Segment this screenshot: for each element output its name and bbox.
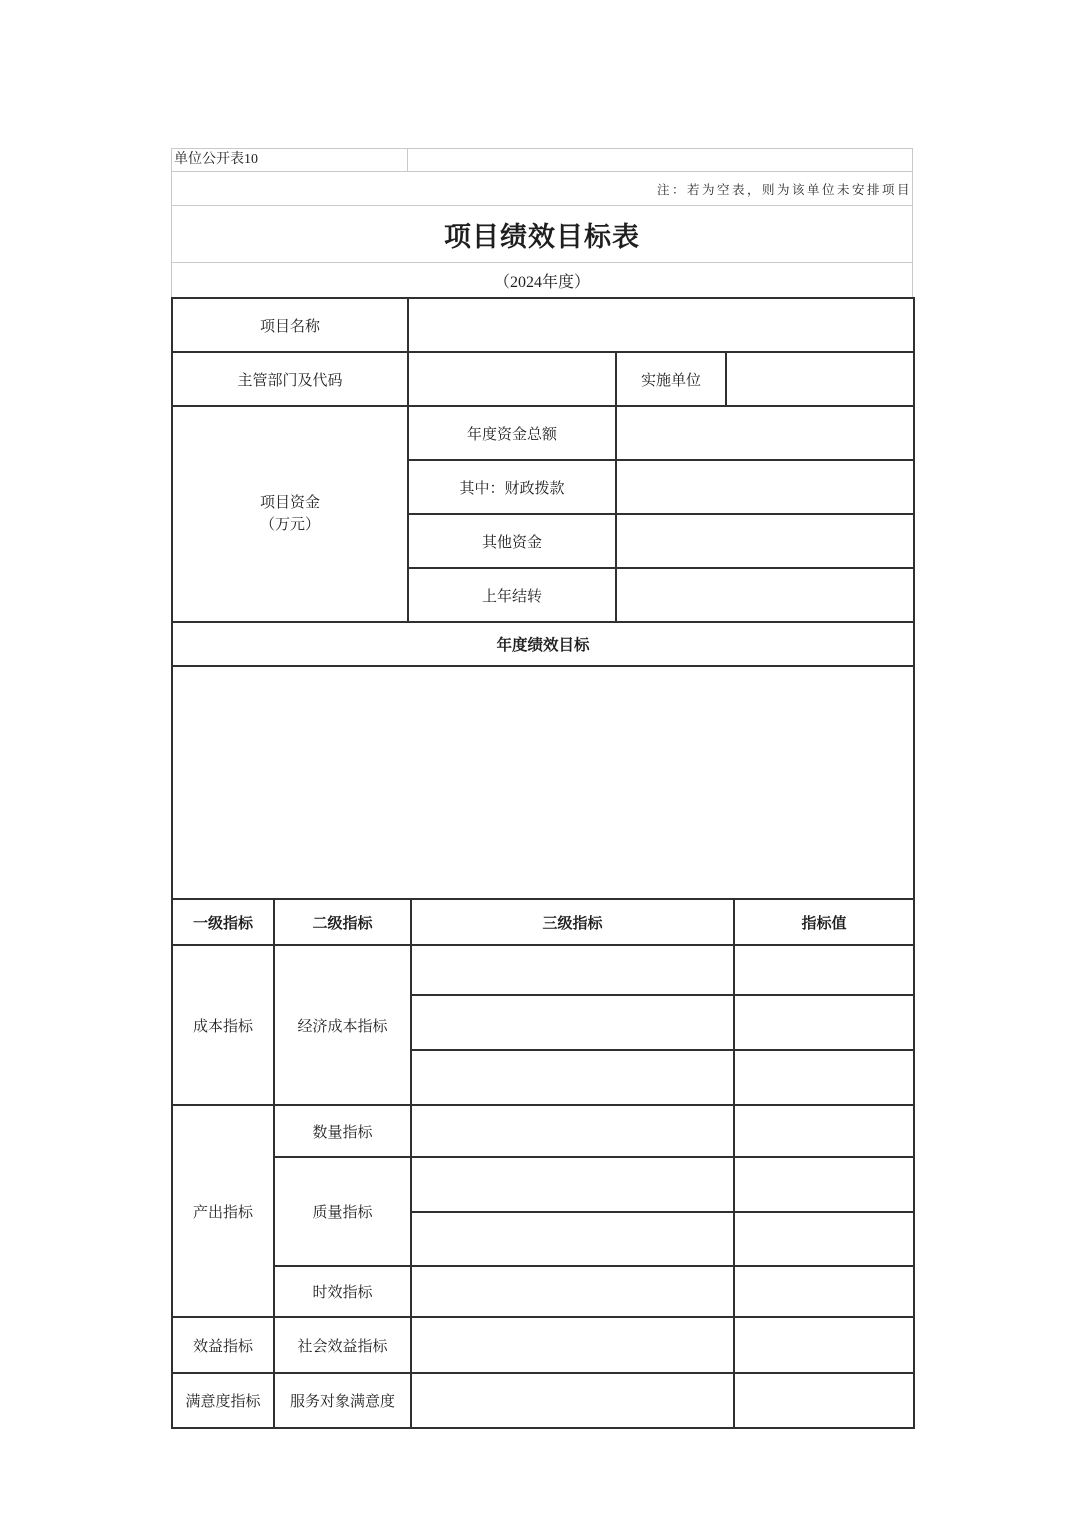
benefit-value-cell xyxy=(734,1317,914,1373)
subtitle-row xyxy=(171,263,913,297)
implement-unit-label: 实施单位 xyxy=(616,352,726,406)
cost-value-cell-2 xyxy=(734,995,914,1050)
col-header-value: 指标值 xyxy=(734,899,914,945)
meta-table-number: 单位公开表10 xyxy=(172,149,408,171)
output-timeliness-value-cell xyxy=(734,1266,914,1317)
output-quantity-value-cell xyxy=(734,1105,914,1157)
indicator-table xyxy=(171,898,915,1429)
satisfaction-value-cell xyxy=(734,1373,914,1428)
output-quantity-level3-cell xyxy=(411,1105,734,1157)
output-timeliness-level3-cell xyxy=(411,1266,734,1317)
output-level1-label: 产出指标 xyxy=(172,1105,274,1317)
col-header-level3: 三级指标 xyxy=(411,899,734,945)
title-row xyxy=(171,206,913,263)
funds-label-line1: 项目资金 xyxy=(259,494,320,511)
cost-level3-cell-1 xyxy=(411,945,734,995)
output-quality-value-cell-1 xyxy=(734,1157,914,1212)
department-value-cell xyxy=(408,352,616,406)
output-quality-value-cell-2 xyxy=(734,1212,914,1266)
output-quality-label: 质量指标 xyxy=(274,1157,411,1266)
cost-level1-label: 成本指标 xyxy=(172,945,274,1105)
col-header-level1: 一级指标 xyxy=(172,899,274,945)
annual-goal-header: 年度绩效目标 xyxy=(172,622,914,666)
output-quantity-label: 数量指标 xyxy=(274,1105,411,1157)
output-quality-level3-cell-1 xyxy=(411,1157,734,1212)
funds-fiscal-label: 其中：财政拨款 xyxy=(408,460,616,514)
implement-unit-value-cell xyxy=(726,352,914,406)
benefit-level3-cell xyxy=(411,1317,734,1373)
output-timeliness-label: 时效指标 xyxy=(274,1266,411,1317)
funds-label-line2: （万元） xyxy=(259,517,320,533)
note-row xyxy=(171,172,913,206)
output-quality-level3-cell-2 xyxy=(411,1212,734,1266)
cost-value-cell-1 xyxy=(734,945,914,995)
funds-label xyxy=(172,406,408,622)
cost-level3-cell-3 xyxy=(411,1050,734,1105)
funds-carryover-value-cell xyxy=(616,568,914,622)
funds-other-label: 其他资金 xyxy=(408,514,616,568)
benefit-level1-label: 效益指标 xyxy=(172,1317,274,1373)
cost-level3-cell-2 xyxy=(411,995,734,1050)
note-text: 注：若为空表，则为该单位未安排项目 xyxy=(656,182,912,197)
page-title: 项目绩效目标表 xyxy=(444,221,640,252)
satisfaction-level1-label: 满意度指标 xyxy=(172,1373,274,1428)
funds-total-label: 年度资金总额 xyxy=(408,406,616,460)
funds-carryover-label: 上年结转 xyxy=(408,568,616,622)
document-page xyxy=(171,148,913,1429)
meta-row xyxy=(171,148,913,172)
meta-empty-cell xyxy=(408,149,912,171)
cost-value-cell-3 xyxy=(734,1050,914,1105)
benefit-level2-label: 社会效益指标 xyxy=(274,1317,411,1373)
page-subtitle: （2024年度） xyxy=(493,273,590,291)
project-name-value-cell xyxy=(408,298,914,352)
funds-other-value-cell xyxy=(616,514,914,568)
department-label: 主管部门及代码 xyxy=(172,352,408,406)
project-info-table xyxy=(171,297,915,900)
annual-goal-value-cell xyxy=(172,666,914,899)
cost-level2-label: 经济成本指标 xyxy=(274,945,411,1105)
funds-total-value-cell xyxy=(616,406,914,460)
funds-fiscal-value-cell xyxy=(616,460,914,514)
satisfaction-level2-label: 服务对象满意度 xyxy=(274,1373,411,1428)
project-name-label: 项目名称 xyxy=(172,298,408,352)
col-header-level2: 二级指标 xyxy=(274,899,411,945)
satisfaction-level3-cell xyxy=(411,1373,734,1428)
